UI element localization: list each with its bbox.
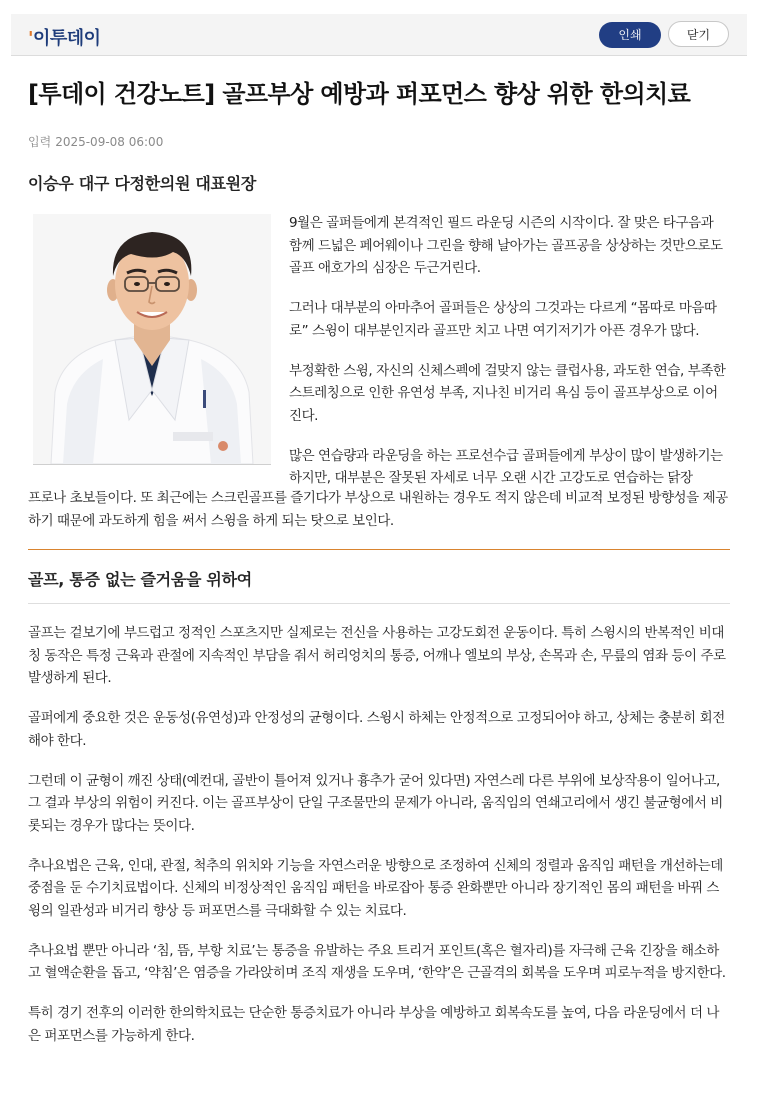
doctor-portrait xyxy=(33,214,271,464)
author-byline: 이승우 대구 다정한의원 대표원장 xyxy=(28,174,256,193)
article-title: [투데이 건강노트] 골프부상 예방과 퍼포먼스 향상 위한 한의치료 xyxy=(28,80,691,108)
body-paragraph: 그런데 이 균형이 깨진 상태(예컨대, 골반이 틀어져 있거나 흉추가 굳어 있다면) 자연스레 다른 부위에 보상작용이 일어나고, 그 결과 부상의 위험이 커진다. 이는 골프부상이 단일 구조물만의 문제가 아니라, 움직임의 연쇄고리에서 생긴 불균형에서 비롯되는 경우가 많다는 뜻이다. xyxy=(28,772,723,834)
intro-paragraph: 그러나 대부분의 아마추어 골퍼들은 상상의 그것과는 다르게 “몸따로 마음따로” 스윙이 대부분인지라 골프만 치고 나면 여기저기가 아픈 경우가 많다. xyxy=(289,300,717,339)
body-paragraph: 골퍼에게 중요한 것은 운동성(유연성)과 안정성의 균형이다. 스윙시 하체는 안정적으로 고정되어야 하고, 상체는 충분히 회전해야 한다. xyxy=(28,710,725,749)
print-toolbar xyxy=(11,14,747,56)
author-photo xyxy=(33,214,271,465)
site-logo xyxy=(28,24,101,50)
intro-paragraph: 부정확한 스윙, 자신의 신체스펙에 걸맞지 않는 클럽사용, 과도한 연습, 부족한 스트레칭으로 인한 유연성 부족, 지나친 비거리 욕심 등이 골프부상으로 이어진다. xyxy=(289,362,726,424)
body-paragraph: 특히 경기 전후의 이러한 한의학치료는 단순한 통증치료가 아니라 부상을 예방하고 회복속도를 높여, 다음 라운딩에서 더 나은 퍼포먼스를 가능하게 한다. xyxy=(28,1005,720,1044)
body-paragraph: 추나요법 뿐만 아니라 ‘침, 뜸, 부항 치료’는 통증을 유발하는 주요 트리거 포인트(혹은 혈자리)를 자극해 근육 긴장을 해소하고 혈액순환을 돕고, ‘약침’은 염증을 가라앉히며 조직 재생을 도우며, ‘한약’은 근골격의 회복을 도우며 피로누적을 방지한다. xyxy=(28,942,726,981)
date-value: 2025-09-08 06:00 xyxy=(55,135,164,149)
close-button[interactable]: 닫기 xyxy=(668,21,729,47)
logo-mark: ' xyxy=(28,28,34,49)
intro-paragraph: 9월은 골퍼들에게 본격적인 필드 라운딩 시즌의 시작이다. 잘 맞은 타구음과 함께 드넓은 페어웨이나 그린을 향해 날아가는 골프공을 상상하는 것만으로도 골프 애호가의 심장은 두근거린다. xyxy=(289,215,723,276)
date-label: 입력 xyxy=(28,135,52,149)
intro-text-continued xyxy=(28,487,730,532)
intro-text xyxy=(289,212,729,507)
print-button[interactable]: 인쇄 xyxy=(599,22,661,48)
intro-paragraph-continued: 프로나 초보들이다. 또 최근에는 스크린골프를 즐기다가 부상으로 내원하는 경우도 적지 않은데 비교적 보정된 방향성을 제공하기 때문에 과도하게 힘을 써서 스윙을 하게 되는 탓으로 보인다. xyxy=(28,490,728,529)
section-heading: 골프, 통증 없는 즐거움을 위하여 xyxy=(28,570,252,589)
body-paragraph: 추나요법은 근육, 인대, 관절, 척추의 위치와 기능을 자연스러운 방향으로 조정하여 신체의 정렬과 움직임 패턴을 개선하는데 중점을 둔 수기치료법이다. 신체의 비정상적인 움직임 패턴을 바로잡아 통증 완화뿐만 아니라 장기적인 몸의 패턴을 바꿔 스윙의 일관성과 비거리 향상 등 퍼포먼스를 극대화할 수 있는 치료다. xyxy=(28,857,723,919)
publish-date xyxy=(28,133,167,150)
intro-paragraph: 많은 연습량과 라운딩을 하는 프로선수급 골퍼들에게 부상이 많이 발생하기는 하지만, 대부분은 잘못된 자세로 너무 오랜 시간 고강도로 연습하는 닭장 xyxy=(289,447,723,486)
logo-text: 이투데이 xyxy=(33,28,101,49)
body-paragraph: 골프는 겉보기에 부드럽고 정적인 스포츠지만 실제로는 전신을 사용하는 고강도회전 운동이다. 특히 스윙시의 반복적인 비대칭 동작은 특정 근육과 관절에 지속적인 부담을 줘서 허리엉치의 통증, 어깨나 엘보의 부상, 손목과 손, 무릎의 염좌 등이 주로 발생하게 된다. xyxy=(28,625,726,686)
article-body xyxy=(28,622,730,1065)
section-divider xyxy=(28,549,730,550)
heading-underline xyxy=(28,603,730,604)
